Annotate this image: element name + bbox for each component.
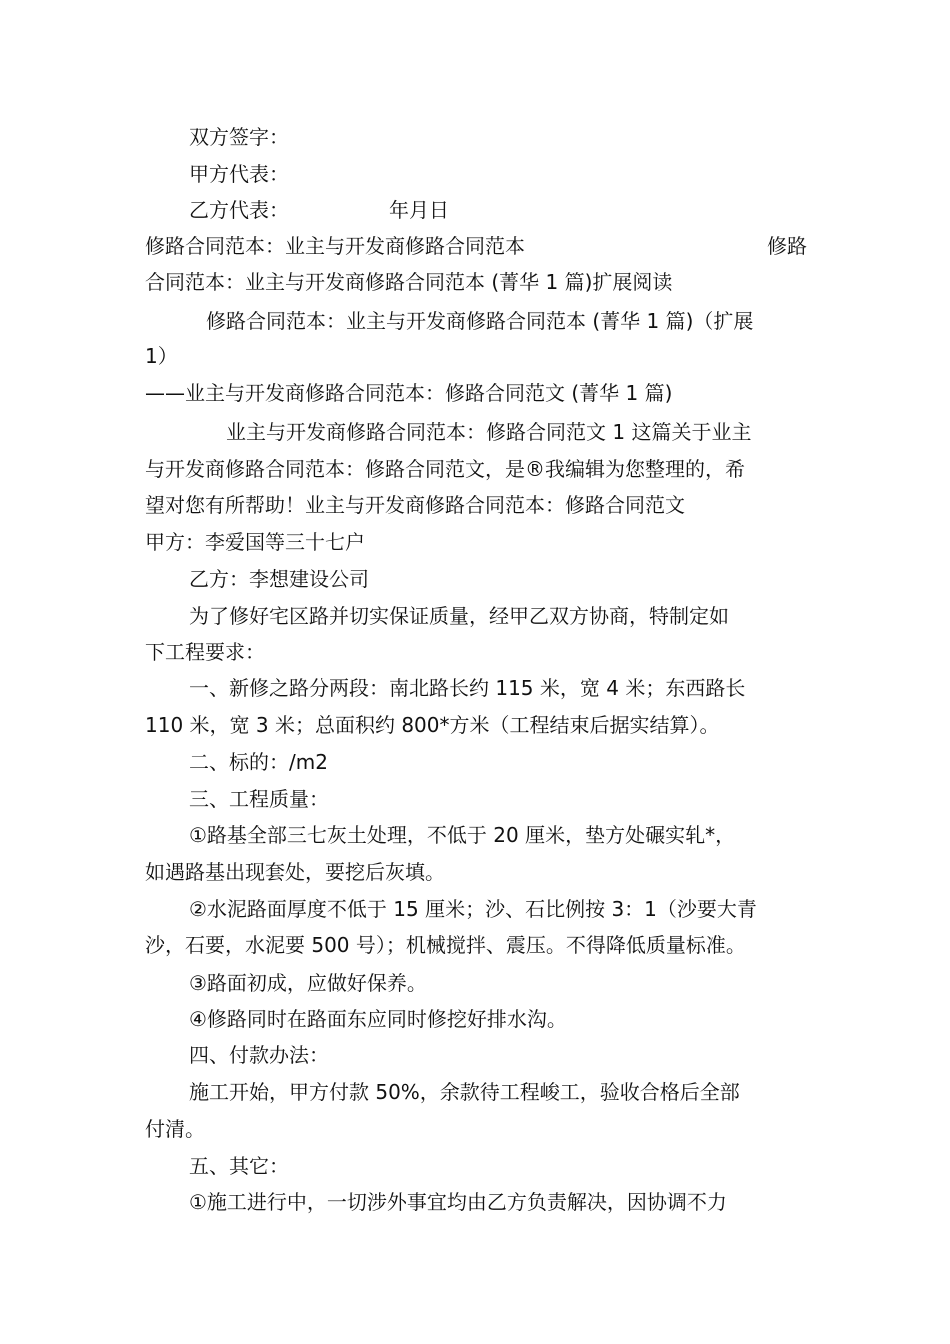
title-line-2: 合同范本：业主与开发商修路合同范本 (菁华 1 篇)扩展阅读	[145, 270, 673, 294]
quality1-line-1: ①路基全部三七灰土处理，不低于 20 厘米，垫方处碾实轧*，	[189, 823, 736, 847]
intro-line-3: 望对您有所帮助！业主与开发商修路合同范本：修路合同范文	[145, 493, 685, 517]
date-label: 年月日	[389, 198, 449, 222]
quality2-line-2: 沙，石要，水泥要 500 号）；机械搅拌、震压。不得降低质量标准。	[145, 933, 746, 957]
payment-line-1: 施工开始，甲方付款 50%，余款待工程峻工，验收合格后全部	[189, 1080, 740, 1104]
party-b-rep-row	[189, 197, 807, 223]
title-line-1-right: 修路	[767, 234, 807, 258]
intro-line-1: 业主与开发商修路合同范本：修路合同范文 1 这篇关于业主	[226, 420, 752, 444]
extension-line-1: 修路合同范本：业主与开发商修路合同范本 (菁华 1 篇)（扩展	[206, 309, 754, 333]
purpose-line-2: 下工程要求：	[145, 640, 265, 664]
title-line-1-left: 修路合同范本：业主与开发商修路合同范本	[145, 234, 525, 258]
item1-line-1: 一、新修之路分两段：南北路长约 115 米，宽 4 米；东西路长	[189, 676, 746, 700]
item5: 五、其它：	[189, 1154, 289, 1178]
party-b-rep-label: 乙方代表：	[189, 198, 289, 222]
title-line-1	[145, 233, 807, 259]
quality1-line-2: 如遇路基出现套处，要挖后灰填。	[145, 860, 445, 884]
party-b: 乙方：李想建设公司	[189, 567, 369, 591]
quality4: ④修路同时在路面东应同时修挖好排水沟。	[189, 1007, 567, 1031]
intro-line-2: 与开发商修路合同范本：修路合同范文，是®我编辑为您整理的，希	[145, 457, 745, 481]
item3: 三、工程质量：	[189, 787, 329, 811]
party-a-rep-label: 甲方代表：	[189, 162, 289, 186]
both-parties-sign-label: 双方签字：	[189, 125, 289, 149]
item2: 二、标的：/m2	[189, 750, 328, 774]
other1-line-1: ①施工进行中，一切涉外事宜均由乙方负责解决，因协调不力	[189, 1190, 727, 1214]
item4: 四、付款办法：	[189, 1043, 329, 1067]
extension-line-2: 1）	[145, 344, 178, 368]
quality3: ③路面初成，应做好保养。	[189, 971, 427, 995]
purpose-line-1: 为了修好宅区路并切实保证质量，经甲乙双方协商，特制定如	[189, 604, 729, 628]
quality2-line-1: ②水泥路面厚度不低于 15 厘米；沙、石比例按 3：1（沙要大青	[189, 897, 757, 921]
payment-line-2: 付清。	[145, 1117, 205, 1141]
subtitle: ——业主与开发商修路合同范本：修路合同范文 (菁华 1 篇)	[145, 381, 673, 405]
item1-line-2: 110 米，宽 3 米；总面积约 800*方米（工程结束后据实结算）。	[145, 713, 720, 737]
party-a: 甲方：李爱国等三十七户	[145, 530, 365, 554]
